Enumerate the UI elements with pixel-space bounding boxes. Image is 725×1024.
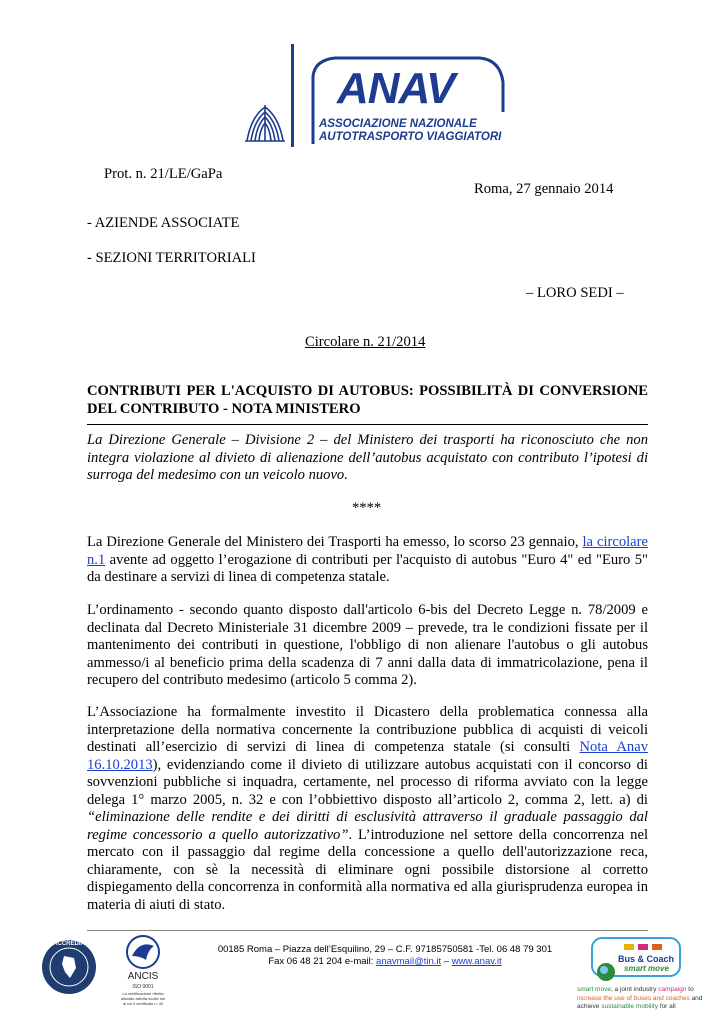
bus-coach-logo-line1: Bus & Coach: [618, 954, 675, 964]
ancis-emblem-icon: [120, 934, 166, 970]
campaign-smart-move: smart move: [577, 986, 611, 993]
paragraph-1: [87, 534, 648, 587]
campaign-t6: use of buses and coaches: [614, 994, 690, 1002]
ancis-text: ANCIS: [127, 971, 159, 982]
subject-title: CONTRIBUTI PER L'ACQUISTO DI AUTOBUS: POSSIBILITÀ DI CONVERSIONE DEL CONTRIBUTO - NOTA MINISTERO: [87, 383, 648, 417]
ancis-logo: [120, 934, 166, 1014]
confindustria-logo: [243, 97, 287, 145]
footer-contacts-line: [190, 956, 580, 968]
circolare-link[interactable]: la circolare n.1: [87, 534, 648, 568]
campaign-t8: achieve: [577, 1003, 602, 1010]
paragraph-3-text-end: . L’introduzione nel settore della concorrenza nel mercato con il passaggio dal regime della concessione a quello dell'autorizzazione reca, chiaramente, con sè la necessità di eliminare ogni possibile distorsione al corretto dispiegamento della concorrenza in conformità alla normativa ed alla giurisprudenza europea in materia di aiuti di stato.: [87, 826, 648, 913]
paragraph-1-text-end: avente ad oggetto l’erogazione di contributi per l'acquisto di autobus "Euro 4" ed "Euro 5" da destinare a servizi di linea di competenza statale.: [87, 551, 648, 585]
campaign-t7: and: [689, 994, 703, 1002]
campaign-line-2: [577, 995, 707, 1004]
ancis-small-3: di cui il certificato n. 40: [122, 1001, 164, 1006]
recipient-line-1: - AZIENDE ASSOCIATE: [87, 215, 240, 231]
anav-logo: [305, 52, 510, 148]
campaign-t4: to: [686, 986, 694, 993]
bus-coach-logo: [588, 932, 684, 984]
campaign-t2: , a joint industry: [610, 986, 659, 993]
subject-rule: [87, 424, 648, 425]
paragraph-2: L’ordinamento - secondo quanto disposto dall'articolo 6-bis del Decreto Legge n. 78/2009 e declinata dal Decreto Ministeriale 31 dicembre 2009 – prevede, tra le condizioni fissate per il mantenimento dei contributi in questione, l'obbligo di non alienare l'autobus o gli autobus ammesso/i al beneficio prima della scadenza di 7 anni dalla data di immatricolazione, pena il recupero del contributo medesimo (articolo 5 comma 2).: [87, 602, 648, 688]
footer-fax: Fax 06 48 21 204 e-mail:: [268, 956, 377, 967]
anav-logo-line1: ASSOCIAZIONE NAZIONALE: [319, 118, 477, 130]
paragraph-3-middle: ), evidenziando come il divieto di utilizzare autobus acquistati con il concorso di sovvenzioni pubbliche si inquadra, certamente, nel processo di riforma avviato con la legge delega 1° marzo 2005, n. 32 e con l’obbiettivo disposto all’articolo 2, comma 2, lett. a) di: [87, 756, 648, 808]
abstract: La Direzione Generale – Divisione 2 – del Ministero dei trasporti ha riconosciuto che non integra violazione al divieto di alienazione dell’autobus acquistato con contributo l’ipotesi di surroga del medesimo con un veicolo nuovo.: [87, 432, 648, 483]
paragraph-3: [87, 704, 648, 914]
paragraph-3-text: L’Associazione ha formalmente investito il Dicastero della problematica connessa alla interpretazione della normativa concernente la contribuzione pubblica di acquisti di veicoli destinati all’esercizio di servizi di linea di competenza statale (si consulti: [87, 704, 648, 755]
campaign-t5: increase the: [577, 994, 615, 1002]
ancis-small-print: [118, 991, 168, 1006]
header-divider: [291, 44, 294, 147]
footer-rule: [87, 930, 648, 931]
footer-address: [190, 944, 580, 968]
campaign-line-3: [577, 1003, 707, 1012]
paragraph-3-quote: “eliminazione delle rendite e dei diritti di esclusività attraverso il graduale passaggio dal regime concessorio a quello autorizzativo”: [87, 809, 648, 843]
confindustria-icon: [243, 97, 287, 145]
footer-website-link[interactable]: www.anav.it: [451, 956, 502, 967]
bus-coach-logo-line2: smart move: [624, 964, 669, 973]
ancis-small-2: allo/alle attività svolte nel: [120, 996, 166, 1001]
campaign-t9: sustainable mobility: [601, 1003, 658, 1010]
accredia-text: ACCREDIA: [53, 941, 85, 947]
loro-sedi: – LORO SEDI –: [526, 285, 624, 301]
campaign-line-1: [577, 986, 707, 995]
separator: ****: [352, 500, 382, 516]
protocol-number: Prot. n. 21/LE/GaPa: [104, 166, 223, 182]
campaign-text: [577, 986, 707, 1012]
accredia-logo: [40, 938, 98, 996]
letter-date: Roma, 27 gennaio 2014: [474, 181, 614, 197]
footer-email-link[interactable]: anavmail@tin.it: [376, 956, 442, 967]
iso-text: ISO 9001: [132, 984, 154, 990]
campaign-t10: for all: [657, 1003, 676, 1010]
footer-address-line: 00185 Roma – Piazza dell’Esquilino, 29 – C.F. 97185750581 -Tel. 06 48 79 301: [217, 944, 553, 955]
campaign-t3: campaign: [658, 986, 687, 993]
footer-sep: –: [441, 956, 452, 967]
nota-anav-link[interactable]: Nota Anav 16.10.2013: [87, 739, 648, 773]
paragraph-1-text: La Direzione Generale del Ministero dei Trasporti ha emesso, lo scorso 23 gennaio,: [87, 534, 583, 550]
recipient-line-2: - SEZIONI TERRITORIALI: [87, 250, 256, 266]
circolare-number: Circolare n. 21/2014: [305, 334, 426, 350]
anav-logo-line2: AUTOTRASPORTO VIAGGIATORI: [319, 131, 502, 143]
ancis-small-1: La certificazione riferita: [122, 991, 164, 996]
anav-logo-text: ANAV: [337, 64, 455, 113]
